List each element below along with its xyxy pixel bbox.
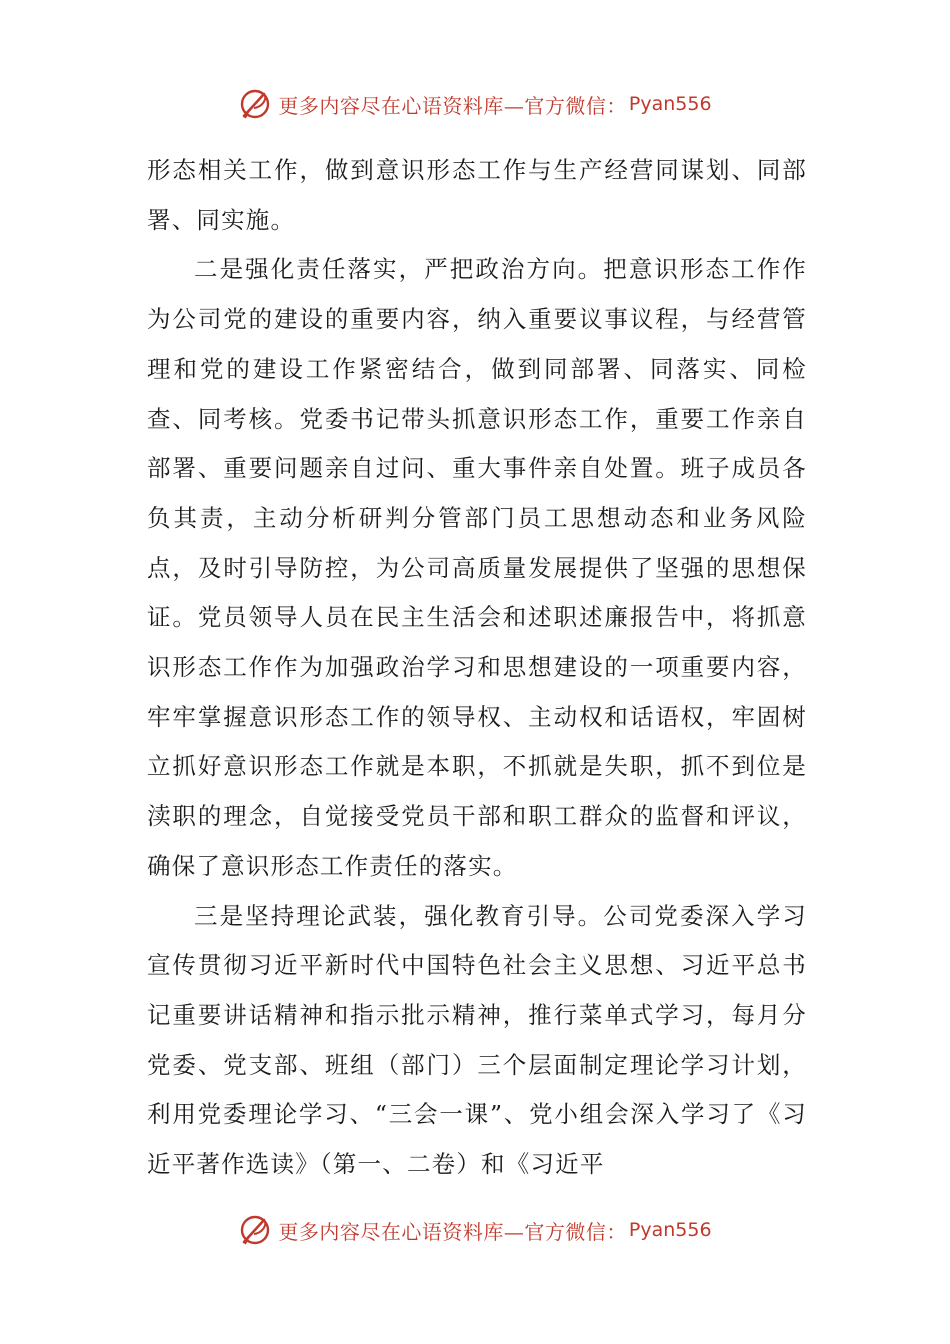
footer-watermark-banner <box>0 1210 950 1250</box>
quill-logo-icon <box>238 87 272 121</box>
paragraph-2: 二是强化责任落实，严把政治方向。把意识形态工作作为公司党的建设的重要内容，纳入重要议事议程，与经营管理和党的建设工作紧密结合，做到同部署、同落实、同检查、同考核。党委书记带头抓意识形态工作，重要工作亲自部署、重要问题亲自过问、重大事件亲自处置。班子成员各负其责，主动分析研判分管部门员工思想动态和业务风险点，及时引导防控，为公司高质量发展提供了坚强的思想保证。党员领导人员在民主生活会和述职述廉报告中，将抓意识形态工作作为加强政治学习和思想建设的一项重要内容，牢牢掌握意识形态工作的领导权、主动权和话语权，牢固树立抓好意识形态工作就是本职，不抓就是失职，抓不到位是渎职的理念，自觉接受党员干部和职工群众的监督和评议，确保了意识形态工作责任的落实。 <box>147 255 807 880</box>
header-watermark-banner <box>0 84 950 124</box>
banner-text: 更多内容尽在心语资料库—官方微信： <box>278 93 627 118</box>
document-body <box>147 146 807 1190</box>
banner-wechat-id: Pyan556 <box>628 93 712 115</box>
quill-logo-icon <box>238 1213 272 1247</box>
paragraph-3: 三是坚持理论武装，强化教育引导。公司党委深入学习宣传贯彻习近平新时代中国特色社会主义思想、习近平总书记重要讲话精神和指示批示精神，推行菜单式学习，每月分党委、党支部、班组（部门）三个层面制定理论学习计划，利用党委理论学习、“三会一课”、党小组会深入学习了《习近平著作选读》（第一、二卷）和《习近平 <box>147 901 807 1179</box>
banner-text: 更多内容尽在心语资料库—官方微信： <box>278 1219 627 1244</box>
banner-wechat-id: Pyan556 <box>628 1219 712 1241</box>
paragraph-1: 形态相关工作，做到意识形态工作与生产经营同谋划、同部署、同实施。 <box>147 156 807 234</box>
